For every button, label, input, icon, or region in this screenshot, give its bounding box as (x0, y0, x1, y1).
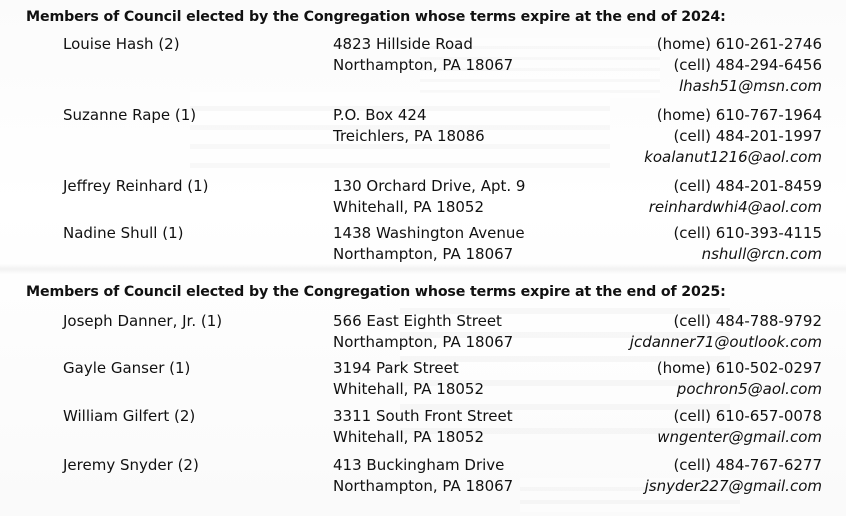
address-line-1: 3311 South Front Street (333, 407, 513, 425)
phone-cell: (cell) 610-657-0078 (673, 407, 822, 425)
member-name: Nadine Shull (1) (63, 224, 184, 242)
member-name: Jeremy Snyder (2) (63, 456, 199, 474)
address-line-2: Northampton, PA 18067 (333, 56, 514, 74)
address-line-1: 4823 Hillside Road (333, 35, 473, 53)
member-address (333, 105, 485, 147)
member-contact (644, 105, 822, 168)
member-email: wngenter@gmail.com (657, 428, 822, 446)
member-name: Louise Hash (2) (63, 35, 180, 53)
address-line-2: Whitehall, PA 18052 (333, 198, 485, 216)
member-contact (630, 311, 822, 353)
member-address (333, 34, 513, 76)
address-line-1: 1438 Washington Avenue (333, 224, 525, 242)
address-line-1: P.O. Box 424 (333, 106, 427, 124)
member-email: lhash51@msn.com (678, 77, 822, 95)
member-address (333, 358, 484, 400)
member-contact (673, 223, 822, 265)
address-line-2: Whitehall, PA 18052 (333, 380, 485, 398)
member-email: nshull@rcn.com (701, 245, 822, 263)
member-contact (657, 406, 822, 448)
member-name: Gayle Ganser (1) (63, 359, 191, 377)
phone-home: (home) 610-502-0297 (656, 359, 822, 377)
member-email: reinhardwhi4@aol.com (648, 198, 822, 216)
member-address (333, 176, 525, 218)
phone-home: (home) 610-261-2746 (656, 35, 822, 53)
member-name: William Gilfert (2) (63, 407, 196, 425)
member-name: Jeffrey Reinhard (1) (63, 177, 209, 195)
section-heading-2024: Members of Council elected by the Congregation whose terms expire at the end of 2024: (26, 9, 726, 25)
phone-cell: (cell) 484-294-6456 (673, 56, 822, 74)
address-line-1: 3194 Park Street (333, 359, 459, 377)
member-email: jcdanner71@outlook.com (629, 333, 822, 351)
address-line-1: 413 Buckingham Drive (333, 456, 505, 474)
phone-cell: (cell) 484-201-8459 (673, 177, 822, 195)
member-contact (657, 358, 822, 400)
member-email: koalanut1216@aol.com (644, 148, 822, 166)
member-address (333, 311, 513, 353)
address-line-1: 130 Orchard Drive, Apt. 9 (333, 177, 526, 195)
member-address (333, 223, 525, 265)
address-line-2: Northampton, PA 18067 (333, 245, 514, 263)
member-email: jsnyder227@gmail.com (644, 477, 822, 495)
member-address (333, 455, 513, 497)
member-contact (657, 34, 822, 97)
address-line-2: Treichlers, PA 18086 (333, 127, 485, 145)
phone-cell: (cell) 610-393-4115 (673, 224, 822, 242)
member-contact (645, 455, 822, 497)
address-line-1: 566 East Eighth Street (333, 312, 502, 330)
address-line-2: Northampton, PA 18067 (333, 333, 514, 351)
phone-cell: (cell) 484-767-6277 (673, 456, 822, 474)
member-contact (649, 176, 822, 218)
phone-cell: (cell) 484-788-9792 (673, 312, 822, 330)
phone-home: (home) 610-767-1964 (656, 106, 822, 124)
member-name: Suzanne Rape (1) (63, 106, 197, 124)
phone-cell: (cell) 484-201-1997 (673, 127, 822, 145)
member-name: Joseph Danner, Jr. (1) (63, 312, 223, 330)
section-heading-2025: Members of Council elected by the Congregation whose terms expire at the end of 2025: (26, 284, 726, 300)
member-address (333, 406, 513, 448)
member-email: pochron5@aol.com (676, 380, 822, 398)
address-line-2: Northampton, PA 18067 (333, 477, 514, 495)
address-line-2: Whitehall, PA 18052 (333, 428, 485, 446)
